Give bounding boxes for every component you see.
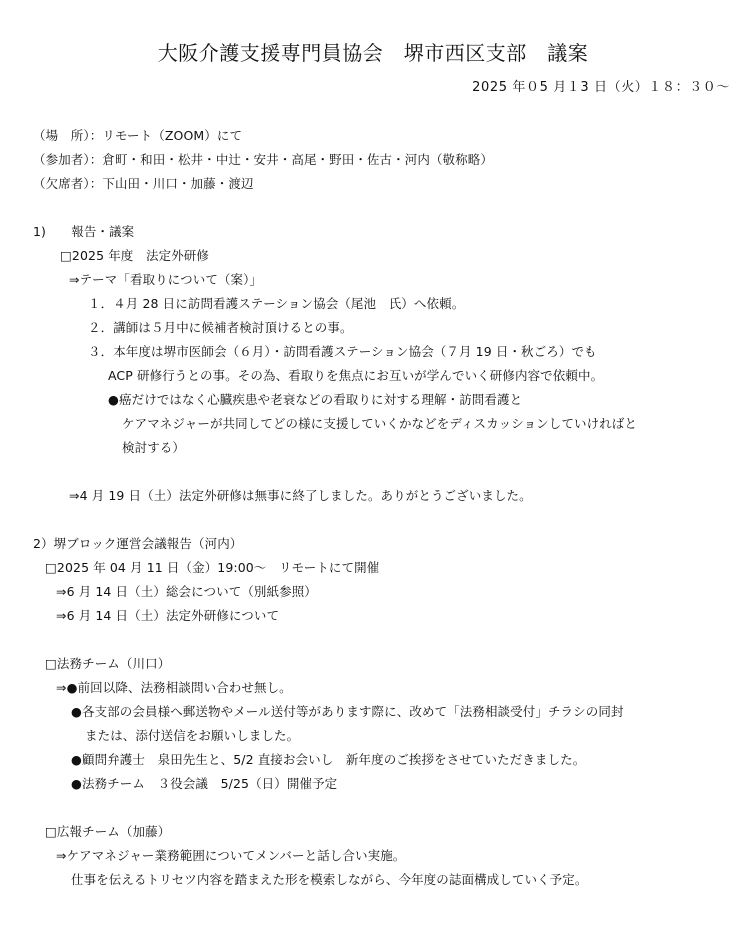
bullet-note-end: 検討する） [122, 440, 186, 455]
block-meeting-point-2: ⇒6 月 14 日（土）法定外研修について [56, 608, 280, 623]
block-meeting-point-1: ⇒6 月 14 日（土）総会について（別紙参照） [56, 584, 317, 599]
document-title: 大阪介護支援専門員協会 堺市西区支部 議案 [157, 41, 589, 65]
attendees-line: （参加者）：倉町・和田・松井・中辻・安井・高尾・野田・佐古・河内（敬称略） [33, 152, 493, 167]
agenda-item-3: ３．本年度は堺市医師会（６月）・訪問看護ステーション協会（７月 19 日・秋ごろ）でも [88, 344, 597, 359]
bullet-note: ●癌だけではなく心臓疾患や老衰などの看取りに対する理解・訪問看護と [108, 392, 523, 407]
legal-team-heading: □法務チーム（川口） [45, 656, 171, 671]
legal-team-line-1: ⇒●前回以降、法務相談問い合わせ無し。 [56, 680, 292, 695]
legal-team-line-2: ●各支部の会員様へ郵送物やメール送付等があります際に、改めて「法務相談受付」チラシの同封 [71, 704, 624, 719]
agenda-item-1: １．４月 28 日に訪問看護ステーション協会（尾池 氏）へ依頼。 [88, 296, 465, 311]
pr-team-line-1: ⇒ケアマネジャー業務範囲についてメンバーと話し合い実施。 [56, 848, 406, 863]
training-result: ⇒4 月 19 日（土）法定外研修は無事に終了しました。ありがとうございました。 [69, 488, 532, 503]
block-meeting-line: □2025 年 04 月 11 日（金）19:00～ リモートにて開催 [45, 560, 380, 575]
agenda-item-2: ２．講師は５月中に候補者検討頂けるとの事。 [88, 320, 353, 335]
legal-team-line-4: ●顧問弁護士 泉田先生と、5/2 直接お会いし 新年度のご挨拶をさせていただきました。 [71, 752, 586, 767]
pr-team-heading: □広報チーム（加藤） [45, 824, 171, 839]
bullet-note-continued: ケアマネジャーが共同してどの様に支援していくかなどをディスカッションしていければと [122, 416, 637, 431]
agenda-item-3-continued: ACP 研修行うとの事。その為、看取りを焦点にお互いが学んでいく研修内容で依頼中。 [108, 368, 604, 383]
section1-heading: 1) 報告・議案 [33, 224, 135, 239]
section2-heading: 2）堺ブロック運営会議報告（河内） [33, 536, 243, 551]
legal-team-line-5: ●法務チーム ３役会議 5/25（日）開催予定 [71, 776, 338, 791]
location-line: （場 所）：リモート（ZOOM）にて [33, 128, 243, 143]
section1-subheading: □2025 年度 法定外研修 [60, 248, 209, 263]
training-theme: ⇒テーマ「看取りについて（案）」 [69, 272, 263, 287]
absentees-line: （欠席者）：下山田・川口・加藤・渡辺 [33, 176, 254, 191]
meeting-date: 2025 年０5 月１3 日（火）１８：３０～ [472, 80, 730, 95]
legal-team-line-3: または、添付送信をお願いしました。 [85, 728, 300, 743]
pr-team-line-2: 仕事を伝えるトリセツ内容を踏まえた形を模索しながら、今年度の誌面構成していく予定。 [71, 872, 588, 887]
